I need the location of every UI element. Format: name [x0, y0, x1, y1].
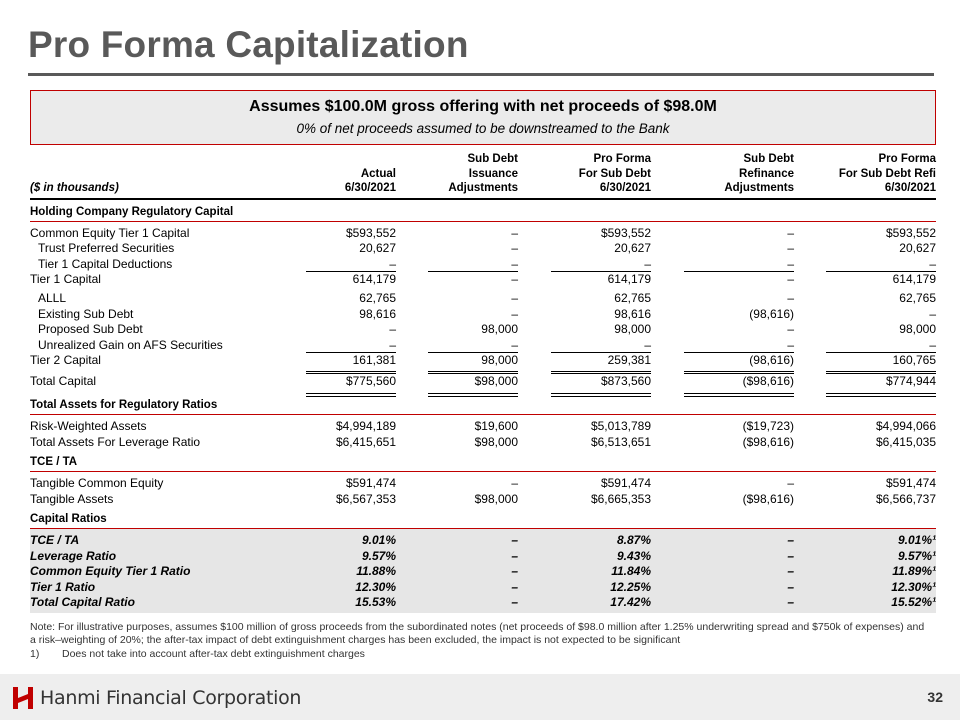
- page-number: 32: [927, 689, 943, 705]
- col-header: Pro Forma: [878, 153, 936, 165]
- table-header-row-1: [30, 152, 936, 167]
- cell-value: ($19,723): [742, 419, 794, 433]
- table-row: [30, 322, 936, 338]
- cell-value: ($98,616): [742, 374, 794, 388]
- cell-value: –: [787, 291, 794, 305]
- cell-value: –: [929, 337, 936, 352]
- col-header: For Sub Debt Refi: [838, 167, 936, 180]
- cell-value: $6,566,737: [875, 491, 936, 506]
- section-divider: [30, 414, 936, 415]
- hanmi-logo-icon: [12, 685, 34, 711]
- row-label: Common Equity Tier 1 Capital: [30, 225, 190, 240]
- company-logo: [12, 685, 301, 711]
- cell-value: –: [787, 322, 794, 336]
- col-header: Actual: [360, 167, 396, 180]
- row-label: Total Capital: [30, 374, 97, 388]
- table-row: [30, 549, 936, 565]
- cell-value: $774,944: [885, 374, 936, 388]
- cell-value: –: [511, 476, 518, 490]
- cell-value: 20,627: [899, 241, 936, 255]
- cell-value: ($98,616): [742, 434, 794, 449]
- cell-value: $98,000: [474, 434, 518, 449]
- cell-value: $593,552: [885, 225, 936, 240]
- cell-value: 614,179: [352, 272, 396, 286]
- cell-value: 98,000: [614, 322, 651, 336]
- row-label: Proposed Sub Debt: [38, 322, 143, 336]
- section-heading: Total Assets for Regulatory Ratios: [30, 399, 218, 411]
- total-top-rule: [551, 373, 651, 374]
- cell-value: $6,567,353: [335, 491, 396, 506]
- row-label: ALLL: [38, 291, 67, 305]
- table-row: [30, 353, 936, 372]
- cell-value: –: [787, 476, 794, 490]
- table-row: [30, 435, 936, 451]
- row-label: Total Assets For Leverage Ratio: [30, 434, 201, 449]
- col-header: Pro Forma: [593, 153, 651, 165]
- cell-value: $5,013,789: [590, 419, 651, 433]
- subtotal-underline: [684, 371, 794, 372]
- cell-value: $593,552: [345, 225, 396, 240]
- row-label: Trust Preferred Securities: [38, 241, 175, 255]
- section-heading: TCE / TA: [30, 456, 78, 468]
- cell-value: –: [787, 241, 794, 255]
- cell-value: –: [929, 256, 936, 271]
- cell-value: 12.30%¹: [891, 579, 936, 594]
- cell-value: 17.42%: [610, 595, 651, 609]
- cell-value: 11.84%: [611, 564, 651, 578]
- row-label: Existing Sub Debt: [38, 306, 134, 321]
- row-label: Risk-Weighted Assets: [30, 419, 147, 433]
- col-header: Adjustments: [724, 182, 794, 194]
- row-label: Total Capital Ratio: [30, 595, 135, 609]
- cell-value: 12.30%: [355, 579, 396, 594]
- cell-value: 8.87%: [616, 533, 651, 547]
- cell-value: –: [511, 595, 518, 609]
- cell-value: 98,616: [614, 306, 651, 321]
- subtotal-underline: [428, 371, 518, 372]
- table-row: [30, 257, 936, 273]
- row-label: TCE / TA: [30, 533, 80, 547]
- section-divider: [30, 221, 936, 222]
- cell-value: 161,381: [352, 353, 396, 367]
- table-row: [30, 419, 936, 435]
- cell-value: –: [511, 291, 518, 305]
- cell-value: 98,000: [481, 322, 518, 336]
- cell-value: $591,474: [345, 476, 396, 490]
- note-text: Note: For illustrative purposes, assumes $100 million of gross proceeds from the subordinated notes (net proceeds of $98.0 million after 1.25% underwriting spread and $750k of expenses) and a risk–weighting of 20%; the after-tax impact of debt extinguishment charges has been excluded, the impact is not expected to be significant: [30, 621, 925, 646]
- row-label: Tangible Assets: [30, 491, 114, 506]
- section-heading: Capital Ratios: [30, 513, 107, 525]
- cell-value: $19,600: [474, 419, 518, 433]
- total-top-rule: [428, 373, 518, 374]
- cell-value: $6,665,353: [590, 491, 651, 506]
- table-row: [30, 226, 936, 242]
- subtotal-underline: [551, 371, 651, 372]
- row-label: Leverage Ratio: [30, 548, 117, 563]
- cell-value: $6,513,651: [590, 434, 651, 449]
- company-name: Hanmi Financial Corporation: [40, 687, 302, 709]
- table-row: [30, 564, 936, 580]
- cell-value: (98,616): [749, 306, 794, 321]
- capitalization-table: [30, 152, 936, 613]
- table-row: [30, 241, 936, 257]
- subtotal-underline: [826, 371, 936, 372]
- section-heading: Holding Company Regulatory Capital: [30, 205, 234, 218]
- cell-value: –: [787, 595, 794, 609]
- col-header: Adjustments: [448, 182, 518, 194]
- cell-value: –: [644, 337, 651, 352]
- cell-value: 160,765: [892, 353, 936, 367]
- cell-value: 20,627: [614, 241, 651, 255]
- cell-value: –: [787, 256, 794, 271]
- row-label: Tangible Common Equity: [30, 476, 164, 490]
- cell-value: $6,415,651: [335, 434, 396, 449]
- row-label: Tier 2 Capital: [30, 353, 101, 367]
- col-header: 6/30/2021: [599, 182, 651, 194]
- table-row: [30, 595, 936, 611]
- col-header: Issuance: [468, 167, 518, 180]
- row-label: Tier 1 Capital Deductions: [38, 256, 173, 271]
- cell-value: $98,000: [474, 374, 518, 388]
- cell-value: (98,616): [749, 353, 794, 367]
- cell-value: 11.88%: [356, 564, 396, 578]
- cell-value: –: [389, 337, 396, 352]
- cell-value: $98,000: [474, 491, 518, 506]
- table-row: [30, 272, 936, 291]
- cell-value: ($98,616): [742, 491, 794, 506]
- cell-value: 12.25%: [610, 579, 651, 594]
- col-header: Refinance: [739, 167, 794, 180]
- cell-value: –: [511, 272, 518, 286]
- cell-value: $591,474: [600, 476, 651, 490]
- cell-value: 98,000: [481, 353, 518, 367]
- cell-value: 98,616: [359, 306, 396, 321]
- cell-value: –: [511, 256, 518, 271]
- table-header-row-2: [30, 167, 936, 182]
- ratios-band: [30, 529, 936, 613]
- title-divider: [28, 73, 934, 76]
- cell-value: 20,627: [359, 241, 396, 255]
- cell-value: 259,381: [607, 353, 651, 367]
- cell-value: 9.01%: [361, 533, 396, 547]
- col-header: 6/30/2021: [344, 182, 396, 194]
- cell-value: $873,560: [600, 374, 651, 388]
- table-row: [30, 580, 936, 596]
- callout-headline: Assumes $100.0M gross offering with net proceeds of $98.0M: [249, 98, 717, 115]
- cell-value: 15.52%¹: [891, 595, 936, 609]
- table-row: [30, 291, 936, 307]
- cell-value: 98,000: [899, 322, 936, 336]
- cell-value: 9.57%: [361, 548, 396, 563]
- table-row: [30, 533, 936, 549]
- table-row: [30, 338, 936, 354]
- col-header: 6/30/2021: [884, 182, 936, 194]
- col-header: Sub Debt: [467, 153, 518, 165]
- table-row: [30, 374, 936, 393]
- cell-value: –: [511, 337, 518, 352]
- footnote-block: [30, 621, 930, 661]
- cell-value: –: [511, 533, 518, 547]
- cell-value: 9.01%¹: [897, 533, 936, 547]
- cell-value: –: [511, 579, 518, 594]
- cell-value: –: [511, 225, 518, 240]
- cell-value: –: [389, 256, 396, 271]
- cell-value: –: [787, 548, 794, 563]
- units-label: ($ in thousands): [30, 182, 119, 194]
- cell-value: –: [787, 225, 794, 240]
- row-label: Tier 1 Capital: [30, 272, 101, 286]
- cell-value: 62,765: [899, 291, 936, 305]
- header-divider: [30, 198, 936, 200]
- cell-value: 614,179: [607, 272, 651, 286]
- row-label: Unrealized Gain on AFS Securities: [38, 337, 223, 352]
- cell-value: $6,415,035: [875, 434, 936, 449]
- subtotal-underline: [306, 371, 396, 372]
- cell-value: $593,552: [600, 225, 651, 240]
- page-title: Pro Forma Capitalization: [28, 24, 469, 65]
- footnote-1: [30, 648, 930, 661]
- table-row: [30, 307, 936, 323]
- col-header: Sub Debt: [743, 153, 794, 165]
- table-row: [30, 476, 936, 492]
- offering-callout: [30, 90, 936, 145]
- cell-value: $4,994,189: [335, 419, 396, 433]
- cell-value: 11.89%¹: [892, 564, 936, 578]
- cell-value: $591,474: [885, 476, 936, 490]
- footnote-text: Does not take into account after-tax debt extinguishment charges: [62, 648, 365, 660]
- cell-value: 9.57%¹: [897, 548, 936, 563]
- footnote-number: 1): [30, 648, 40, 660]
- cell-value: –: [511, 241, 518, 255]
- cell-value: –: [787, 272, 794, 286]
- cell-value: –: [787, 337, 794, 352]
- total-top-rule: [684, 373, 794, 374]
- cell-value: –: [511, 306, 518, 321]
- cell-value: 15.53%: [355, 595, 396, 609]
- cell-value: –: [644, 256, 651, 271]
- cell-value: –: [787, 579, 794, 594]
- table-header-row-3: [30, 181, 936, 196]
- cell-value: –: [929, 306, 936, 321]
- total-top-rule: [826, 373, 936, 374]
- cell-value: –: [389, 322, 396, 336]
- cell-value: 62,765: [359, 291, 396, 305]
- row-label: Tier 1 Ratio: [30, 579, 96, 594]
- cell-value: $4,994,066: [875, 419, 936, 433]
- section-divider: [30, 471, 936, 472]
- cell-value: –: [511, 564, 518, 578]
- callout-subtext: 0% of net proceeds assumed to be downstreamed to the Bank: [296, 121, 670, 136]
- cell-value: –: [511, 548, 518, 563]
- cell-value: –: [787, 533, 794, 547]
- cell-value: 62,765: [614, 291, 651, 305]
- cell-value: 9.43%: [616, 548, 651, 563]
- cell-value: 614,179: [892, 272, 936, 286]
- cell-value: $775,560: [345, 374, 396, 388]
- row-label: Common Equity Tier 1 Ratio: [30, 564, 191, 578]
- col-header: For Sub Debt: [578, 167, 651, 180]
- cell-value: –: [787, 564, 794, 578]
- table-row: [30, 492, 936, 508]
- total-top-rule: [306, 373, 396, 374]
